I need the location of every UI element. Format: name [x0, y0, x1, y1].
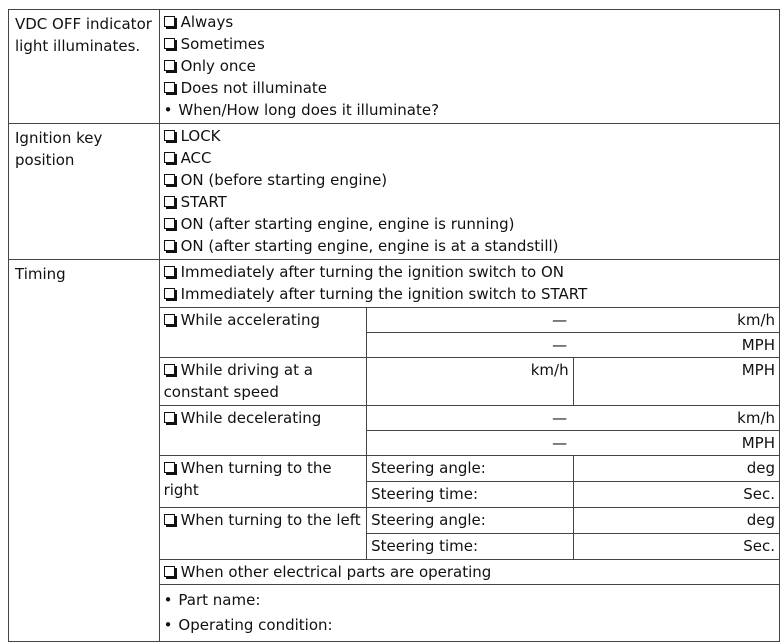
- checkbox-option[interactable]: Only once: [164, 55, 775, 77]
- steering-angle-label: Steering angle:: [367, 456, 573, 482]
- steering-time-label: Steering time:: [367, 482, 573, 508]
- constant-speed-option[interactable]: While driving at a constant speed: [159, 358, 367, 406]
- steering-angle-field[interactable]: deg: [573, 508, 779, 534]
- checkbox-icon[interactable]: [164, 462, 175, 473]
- checkbox-option[interactable]: START: [164, 191, 775, 213]
- checkbox-option[interactable]: ON (after starting engine, engine is running): [164, 213, 775, 235]
- turn-right-option[interactable]: When turning to the right: [159, 456, 367, 508]
- checkbox-icon[interactable]: [164, 566, 175, 577]
- checkbox-option[interactable]: ON (before starting engine): [164, 169, 775, 191]
- checkbox-option[interactable]: ON (after starting engine, engine is at a standstill): [164, 235, 775, 257]
- steering-angle-field[interactable]: deg: [573, 456, 779, 482]
- diagnosis-worksheet-table: [8, 9, 780, 642]
- bullet-icon: •: [163, 591, 173, 609]
- checkbox-icon[interactable]: [164, 60, 175, 71]
- unit-label: km/h: [737, 311, 775, 329]
- checkbox-option[interactable]: Sometimes: [164, 33, 775, 55]
- checkbox-icon[interactable]: [164, 38, 175, 49]
- turn-left-option[interactable]: When turning to the left: [159, 508, 367, 560]
- steering-time-field[interactable]: Sec.: [573, 534, 779, 560]
- unit-label: MPH: [741, 336, 775, 354]
- bullet-icon: •: [163, 616, 173, 634]
- checkbox-option[interactable]: Always: [164, 11, 775, 33]
- checkbox-icon[interactable]: [164, 266, 175, 277]
- checkbox-icon[interactable]: [164, 218, 175, 229]
- steering-time-field[interactable]: Sec.: [573, 482, 779, 508]
- checkbox-option[interactable]: Immediately after turning the ignition switch to ON: [164, 261, 775, 283]
- timing-options: [159, 260, 779, 308]
- steering-angle-label: Steering angle:: [367, 508, 573, 534]
- checkbox-icon[interactable]: [164, 514, 175, 525]
- checkbox-icon[interactable]: [164, 240, 175, 251]
- checkbox-option[interactable]: Does not illuminate: [164, 77, 775, 99]
- accel-kmh-field[interactable]: — km/h: [367, 308, 780, 333]
- bullet-icon: •: [163, 101, 173, 119]
- checkbox-icon[interactable]: [164, 174, 175, 185]
- unit-label: km/h: [737, 409, 775, 427]
- checkbox-option[interactable]: LOCK: [164, 125, 775, 147]
- checkbox-option[interactable]: ACC: [164, 147, 775, 169]
- steering-time-label: Steering time:: [367, 534, 573, 560]
- constant-mph-field[interactable]: MPH: [573, 358, 779, 406]
- unit-label: MPH: [741, 434, 775, 452]
- part-details[interactable]: [159, 585, 779, 642]
- vdc-options: [159, 10, 779, 124]
- decel-mph-field[interactable]: — MPH: [367, 431, 780, 456]
- decel-kmh-field[interactable]: — km/h: [367, 406, 780, 431]
- checkbox-icon[interactable]: [164, 412, 175, 423]
- ignition-options: [159, 124, 779, 260]
- timing-label: Timing: [9, 260, 160, 642]
- checkbox-icon[interactable]: [164, 16, 175, 27]
- checkbox-icon[interactable]: [164, 364, 175, 375]
- accelerating-option[interactable]: While accelerating: [159, 308, 367, 358]
- checkbox-icon[interactable]: [164, 82, 175, 93]
- ignition-label: Ignition key position: [9, 124, 160, 260]
- vdc-label: VDC OFF indicator light illuminates.: [9, 10, 160, 124]
- constant-kmh-field[interactable]: km/h: [367, 358, 573, 406]
- operating-condition-item: • Operating condition:: [163, 616, 333, 634]
- checkbox-option[interactable]: Immediately after turning the ignition switch to START: [164, 283, 775, 305]
- other-electrical-option[interactable]: When other electrical parts are operating: [159, 560, 779, 585]
- checkbox-icon[interactable]: [164, 130, 175, 141]
- accel-mph-field[interactable]: — MPH: [367, 333, 780, 358]
- part-name-item: • Part name:: [163, 591, 261, 609]
- checkbox-icon[interactable]: [164, 152, 175, 163]
- checkbox-icon[interactable]: [164, 288, 175, 299]
- checkbox-icon[interactable]: [164, 196, 175, 207]
- note-item: • When/How long does it illuminate?: [163, 101, 440, 119]
- decelerating-option[interactable]: While decelerating: [159, 406, 367, 456]
- checkbox-icon[interactable]: [164, 314, 175, 325]
